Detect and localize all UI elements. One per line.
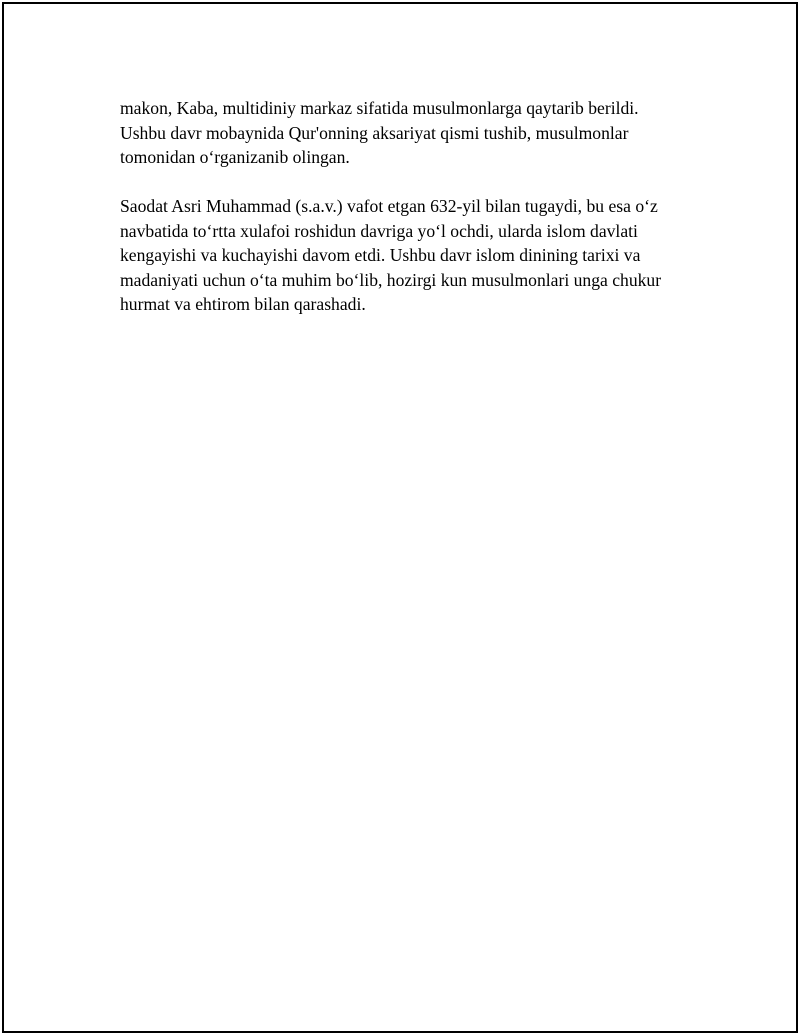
document-body bbox=[120, 96, 700, 317]
paragraph-line: kengayishi va kuchayishi davom etdi. Ushbu davr islom dinining tarixi va bbox=[120, 245, 641, 265]
paragraph-line: navbatida toʻrtta xulafoi roshidun davriga yoʻl ochdi, ularda islom davlati bbox=[120, 220, 638, 241]
paragraph-line: Ushbu davr mobaynida Qur'onning aksariyat qismi tushib, musulmonlar bbox=[120, 122, 629, 143]
paragraph-line: madaniyati uchun oʻta muhim boʻlib, hozirgi kun musulmonlari unga chukur bbox=[120, 269, 662, 290]
paragraph-line: makon, Kaba, multidiniy markaz sifatida musulmonlarga qaytarib berildi. bbox=[120, 98, 639, 118]
paragraph-line: hurmat va ehtirom bilan qarashadi. bbox=[120, 294, 366, 314]
paragraph-line: Saodat Asri Muhammad (s.a.v.) vafot etgan 632-yil bilan tugaydi, bu esa oʻz bbox=[120, 196, 658, 216]
paragraph-1 bbox=[120, 96, 700, 170]
paragraph-2 bbox=[120, 194, 700, 317]
document-page bbox=[2, 2, 798, 1033]
paragraph-line: tomonidan oʻrganizanib olingan. bbox=[120, 147, 350, 167]
